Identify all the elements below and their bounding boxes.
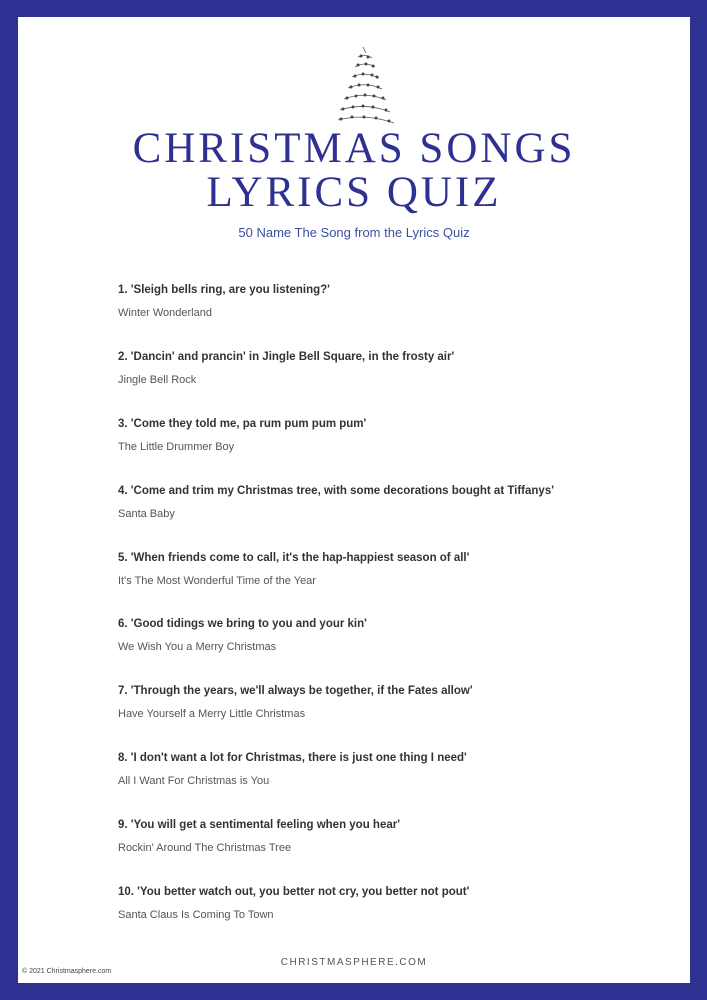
question-lyric: 9. 'You will get a sentimental feeling when you hear' [118,819,400,832]
question-item [118,751,678,818]
question-item [118,684,678,751]
question-item [118,283,678,350]
question-answer: It's The Most Wonderful Time of the Year [118,574,316,587]
footer-website[interactable]: CHRISTMASPHERE.COM [280,957,428,968]
question-lyric: 7. 'Through the years, we'll always be together, if the Fates allow' [118,685,473,698]
question-item [118,551,678,618]
question-answer: We Wish You a Merry Christmas [118,641,277,654]
page-title-line-2: LYRICS QUIZ [206,169,502,216]
question-lyric: 6. 'Good tidings we bring to you and your kin' [118,618,367,631]
question-answer: The Little Drummer Boy [118,440,235,453]
question-item [118,617,678,684]
question-item [118,885,678,952]
copyright-notice: © 2021 Christmasphere.com [22,968,112,975]
question-answer: Have Yourself a Merry Little Christmas [118,708,306,721]
question-item [118,818,678,885]
question-answer: Rockin' Around The Christmas Tree [118,842,292,855]
question-lyric: 2. 'Dancin' and prancin' in Jingle Bell Square, in the frosty air' [118,350,455,363]
question-answer: All I Want For Christmas is You [118,775,270,788]
page-title-line-1: CHRISTMAS SONGS [132,125,576,172]
question-item [118,484,678,551]
question-lyric: 1. 'Sleigh bells ring, are you listening?' [118,284,330,296]
question-lyric: 10. 'You better watch out, you better not cry, you better not pout' [118,886,470,899]
question-lyric: 4. 'Come and trim my Christmas tree, with some decorations bought at Tiffanys' [118,484,554,497]
question-item [118,350,678,417]
music-note-christmas-tree-icon [328,45,398,127]
question-lyric: 3. 'Come they told me, pa rum pum pum pum' [118,417,367,430]
page-subtitle: 50 Name The Song from the Lyrics Quiz [238,225,470,240]
quiz-sheet [18,17,690,983]
question-list [118,283,678,952]
question-answer: Winter Wonderland [118,307,212,319]
question-lyric: 8. 'I don't want a lot for Christmas, there is just one thing I need' [118,752,467,765]
question-lyric: 5. 'When friends come to call, it's the hap-happiest season of all' [118,551,470,564]
question-item [118,417,678,484]
question-answer: Jingle Bell Rock [118,373,197,386]
question-answer: Santa Baby [118,507,175,520]
question-answer: Santa Claus Is Coming To Town [118,909,274,922]
